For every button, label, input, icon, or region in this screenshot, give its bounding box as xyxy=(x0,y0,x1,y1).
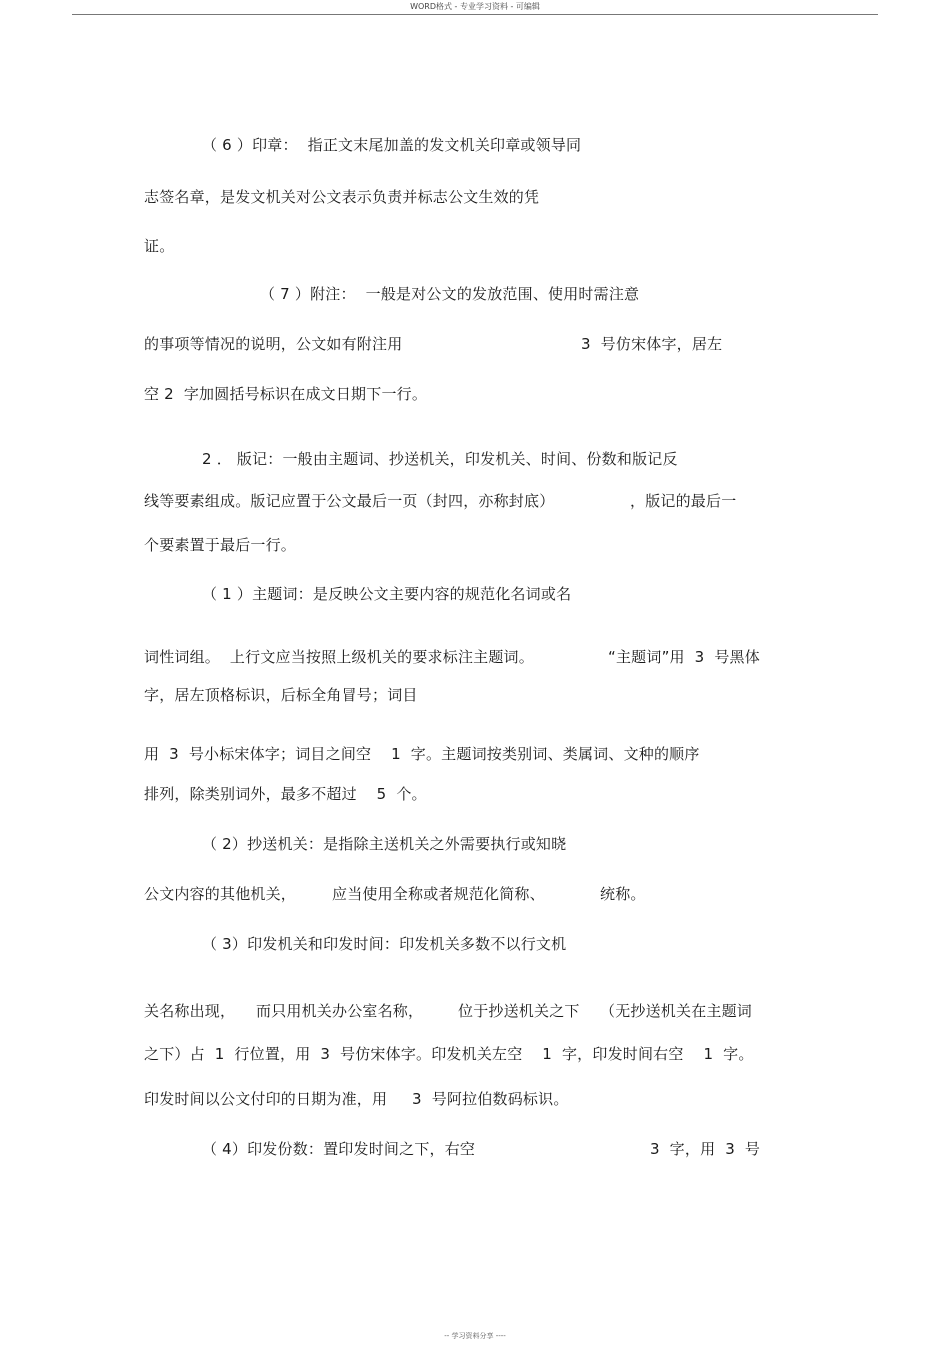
page-footer: -- 学习资料分享 ---- xyxy=(444,1332,506,1340)
text-line: 公文内容的其他机关， xyxy=(144,885,297,903)
text-line: 线等要素组成。版记应置于公文最后一页（封四，亦称封底） xyxy=(144,492,555,510)
text-line: 排列，除类别词外，最多不超过 5 个。 xyxy=(144,785,427,803)
page-header: WORD格式 - 专业学习资料 - 可编辑 xyxy=(410,2,540,11)
text-line: 词性词组。 上行文应当按照上级机关的要求标注主题词。 xyxy=(144,648,534,666)
text-line: 印发时间以公文付印的日期为准，用 3 号阿拉伯数码标识。 xyxy=(144,1090,569,1108)
text-line: 位于抄送机关之下 xyxy=(458,1002,580,1020)
text-line: （无抄送机关在主题词 xyxy=(600,1002,753,1020)
text-line: （ 4）印发份数：置印发时间之下，右空 xyxy=(202,1140,476,1158)
text-line: （ 2）抄送机关：是指除主送机关之外需要执行或知晓 xyxy=(202,835,567,853)
text-line: 关名称出现， xyxy=(144,1002,236,1020)
text-line: 志签名章，是发文机关对公文表示负责并标志公文生效的凭 xyxy=(144,188,540,206)
text-line: 空 2 字加圆括号标识在成文日期下一行。 xyxy=(144,385,428,403)
text-line: 3 号仿宋体字，居左 xyxy=(581,335,723,353)
text-line: 统称。 xyxy=(600,885,646,903)
text-line: （ 3）印发机关和印发时间：印发机关多数不以行文机 xyxy=(202,935,567,953)
text-line: 3 字，用 3 号 xyxy=(650,1140,761,1158)
text-line: 用 3 号小标宋体字；词目之间空 1 字。主题词按类别词、类属词、文种的顺序 xyxy=(144,745,700,763)
text-line: （ 6 ）印章： 指正文末尾加盖的发文机关印章或领导同 xyxy=(202,136,582,154)
header-rule xyxy=(72,14,878,15)
text-line: 证。 xyxy=(144,237,175,255)
text-line: 的事项等情况的说明，公文如有附注用 xyxy=(144,335,403,353)
text-line: 而只用机关办公室名称， xyxy=(256,1002,424,1020)
text-line: 2 ． 版记：一般由主题词、抄送机关，印发机关、时间、份数和版记反 xyxy=(202,450,678,468)
text-line: 个要素置于最后一行。 xyxy=(144,536,297,554)
text-line: （ 1 ）主题词：是反映公文主要内容的规范化名词或名 xyxy=(202,585,572,603)
text-line: 之下）占 1 行位置，用 3 号仿宋体字。印发机关左空 1 字，印发时间右空 1 字。 xyxy=(144,1045,754,1063)
text-line: （ 7 ）附注： 一般是对公文的发放范围、使用时需注意 xyxy=(260,285,640,303)
text-line: 字，居左顶格标识，后标全角冒号；词目 xyxy=(144,686,418,704)
text-line: 应当使用全称或者规范化简称、 xyxy=(332,885,545,903)
text-line: ，版记的最后一 xyxy=(630,492,737,510)
text-line: “主题词”用 3 号黑体 xyxy=(608,648,760,666)
